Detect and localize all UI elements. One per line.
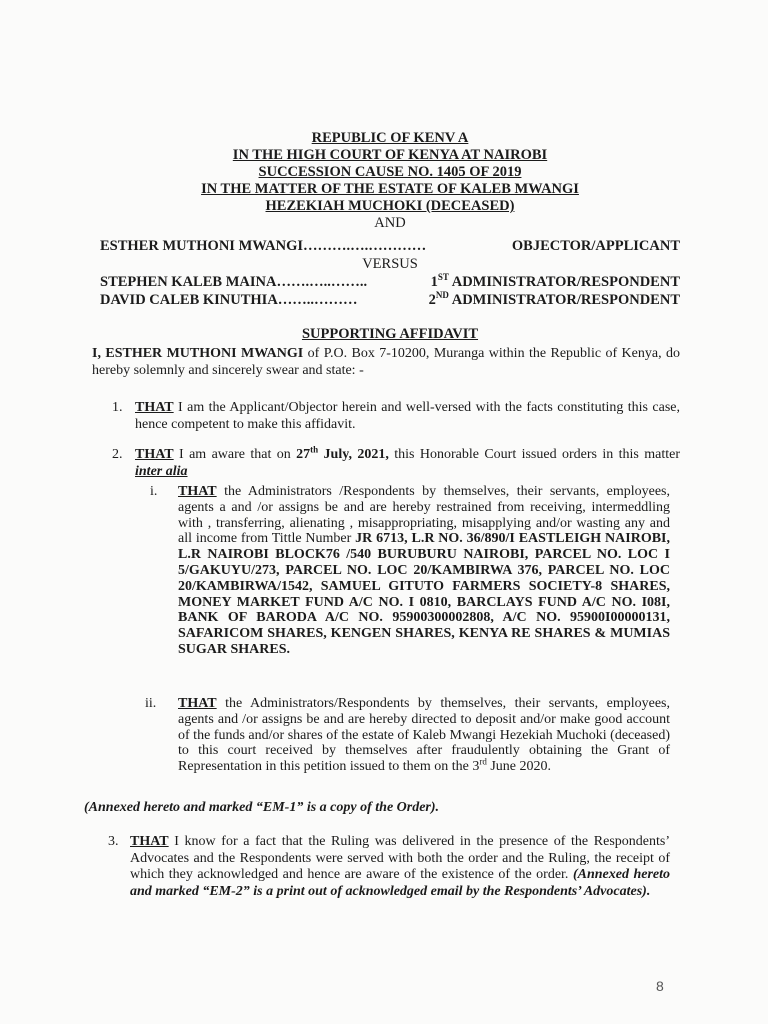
para3-number: 3.: [108, 834, 119, 849]
sub-ii-number: ii.: [145, 696, 157, 711]
objector-role: OBJECTOR/APPLICANT: [511, 238, 680, 254]
deponent-name: I, ESTHER MUTHONI MWANGI: [92, 346, 304, 361]
restrained-properties: JR 6713, L.R NO. 36/890/I EASTLEIGH NAIROBI, L.R NAIROBI BLOCK76 /540 BURUBURU NAIROBI, PARCEL NO. LOC I 5/GAKUYU/273, PARCEL NO. LOC 20/KAMBIRWA 376, PARCEL NO. LOC 20/KAMBIRWA/1542, SAMUEL GITUTO FARMERS SOCIETY-8 SHARES, MONEY MARKET FUND A/C NO. I 0810, BARCLAYS FUND A/C NO. I08I, BANK OF BARODA A/C NO. 95900300002808, A/C NO. 95900I00000131, SAFARICOM SHARES, KENGEN SHARES, KENYA RE SHARES & MUMIAS SUGAR SHARES.: [178, 531, 671, 657]
para3-text: THAT I know for a fact that the Ruling was delivered in the presence of the Respondents’ Advocates and the Respondents were served with both the order and the Ruling, the receipt of which they acknowledged and hence are aware of the existence of the order. (Annexed hereto and marked “EM-2” is a print out of acknowledged email by the Respondents’ Advocates).: [130, 834, 670, 899]
sub-i-number: i.: [150, 484, 158, 499]
respondent1-dots: …….…..……..: [276, 274, 368, 290]
objector-party-line: [100, 238, 680, 255]
respondent2-dots: ……..………: [277, 292, 358, 308]
para2-number: 2.: [112, 447, 123, 462]
and-line: AND: [374, 215, 406, 231]
cause-line: SUCCESSION CAUSE NO. 1405 OF 2019: [258, 164, 522, 180]
respondent2-role: 2ND ADMINISTRATOR/RESPONDENT: [428, 290, 680, 308]
para1-text: THAT I am the Applicant/Objector herein and well-versed with the facts constituting this case, hence competent to make this affidavit.: [135, 400, 680, 432]
objector-name: ESTHER MUTHONI MWANGI: [100, 238, 304, 254]
republic-line: REPUBLIC OF KENV A: [311, 130, 469, 146]
page-number: 8: [656, 978, 664, 994]
respondent2-name: DAVID CALEB KINUTHIA: [100, 292, 278, 308]
sub-i-text: THAT the Administrators /Respondents by themselves, their servants, employees, agents a and /or assigns be and are hereby restrained from receiving, intermeddling with , transferring, alienating , misappropriating, misapplying and/or wasting any and all income from Tittle Number JR 6713, L.R NO. 36/890/I EASTLEIGH NAIROBI, L.R NAIROBI BLOCK76 /540 BURUBURU NAIROBI, PARCEL NO. LOC I 5/GAKUYU/273, PARCEL NO. LOC 20/KAMBIRWA 376, PARCEL NO. LOC 20/KAMBIRWA/1542, SAMUEL GITUTO FARMERS SOCIETY-8 SHARES, MONEY MARKET FUND A/C NO. I 0810, BARCLAYS FUND A/C NO. I08I, BANK OF BARODA A/C NO. 95900300002808, A/C NO. 95900I00000131, SAFARICOM SHARES, KENGEN SHARES, KENYA RE SHARES & MUMIAS SUGAR SHARES.: [178, 484, 671, 657]
respondent1-role: 1ST ADMINISTRATOR/RESPONDENT: [430, 272, 680, 290]
affidavit-intro: I, ESTHER MUTHONI MWANGI of P.O. Box 7-10200, Muranga within the Republic of Kenya, do hereby solemnly and sincerely swear and state: -: [92, 346, 680, 378]
affidavit-title: SUPPORTING AFFIDAVIT: [301, 326, 479, 342]
annex-em2: (Annexed hereto and marked “EM-2” is a print out of acknowledged email by the Respondents’ Advocates).: [130, 867, 670, 899]
respondent1-name: STEPHEN KALEB MAINA: [100, 274, 277, 290]
court-line: IN THE HIGH COURT OF KENYA AT NAIROBI: [232, 147, 548, 163]
sub-ii-text: THAT the Administrators/Respondents by themselves, their servants, employees, agents and /or assigns be and are hereby directed to deposit and/or make good account of the funds and/or shares of the estate of Kaleb Mwangi Hezekiah Muchoki (deceased) to this court received by themselves after fraudulently obtaining the Grant of Representation in this petition issued to them on the 3rd June 2020.: [178, 696, 670, 775]
para2-text: THAT I am aware that on 27th July, 2021, this Honorable Court issued orders in this matter inter alia: [135, 444, 680, 479]
annex-em1: (Annexed hereto and marked “EM-1” is a copy of the Order).: [84, 800, 440, 815]
objector-dots: ……….….…………: [303, 238, 427, 254]
respondent2-party-line: [100, 292, 680, 309]
estate-line: IN THE MATTER OF THE ESTATE OF KALEB MWANGI: [201, 181, 579, 197]
versus-line: VERSUS: [362, 256, 418, 272]
case-heading: [100, 130, 680, 232]
deceased-line: HEZEKIAH MUCHOKI (DECEASED): [265, 198, 515, 214]
respondent1-party-line: [100, 274, 680, 291]
para1-number: 1.: [112, 400, 123, 415]
